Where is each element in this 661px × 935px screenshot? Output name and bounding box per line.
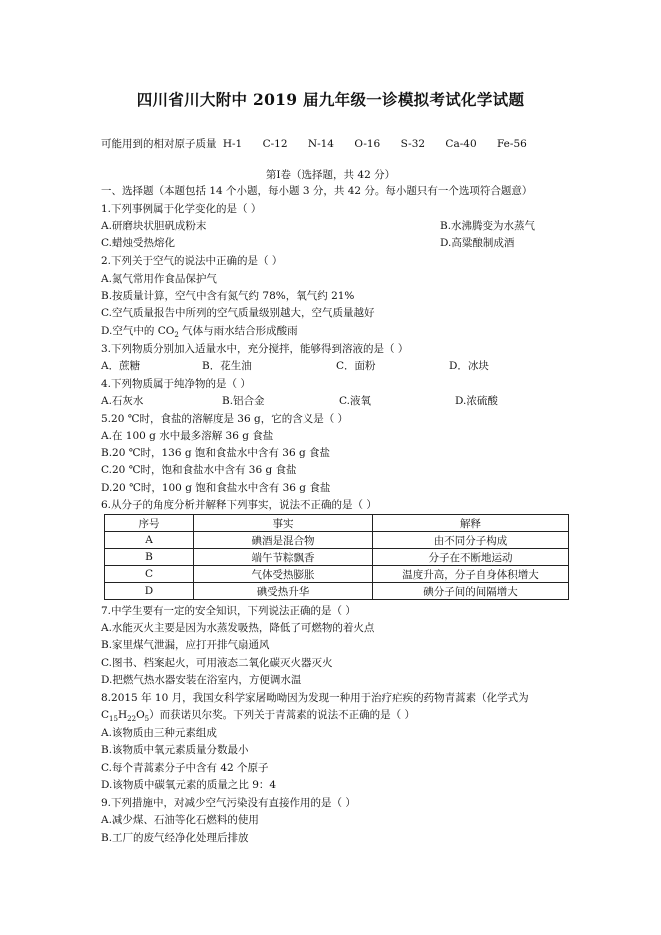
q2-option-d-post: 气体与雨水结合形成酸雨 xyxy=(178,325,298,337)
q3-stem: 3.下列物质分别加入适量水中，充分搅拌，能够得到溶液的是（ ） xyxy=(101,343,409,355)
formula-subscript: 15 xyxy=(109,715,118,724)
table-row xyxy=(105,532,569,549)
q2-option-d xyxy=(101,323,298,339)
q3-option-a: A．蔗糖 xyxy=(101,360,141,372)
q8-stem-line1: 8.2015 年 10 月，我国女科学家屠呦呦因为发现一种用于治疗疟疾的药物青蒿素（化学式为 xyxy=(101,692,529,704)
atomic-mass: H-1 xyxy=(222,138,243,150)
q5-option-b: B.20 ℃时，136 g 饱和食盐水中含有 36 g 食盐 xyxy=(101,447,331,459)
q2-option-a: A.氮气常用作食品保护气 xyxy=(101,273,217,285)
atomic-mass: Fe-56 xyxy=(496,138,527,150)
table-cell: 分子在不断地运动 xyxy=(373,549,569,566)
q7-stem: 7.中学生要有一定的安全知识，下列说法正确的是（ ） xyxy=(101,605,356,617)
table-header-row xyxy=(105,515,569,532)
q7-option-c: C.图书、档案起火，可用液态二氧化碳灭火器灭火 xyxy=(101,657,333,669)
q9-option-a: A.减少煤、石油等化石燃料的使用 xyxy=(101,814,259,826)
table-cell: A xyxy=(105,532,194,549)
table-row xyxy=(105,566,569,583)
atomic-mass: N-14 xyxy=(307,138,334,150)
q7-option-a: A.水能灭火主要是因为水蒸发吸热，降低了可燃物的着火点 xyxy=(101,622,375,634)
q2-option-d-pre: D.空气中的 CO xyxy=(101,325,175,337)
q8-option-b: B.该物质中氧元素质量分数最小 xyxy=(101,744,249,756)
table-header: 事实 xyxy=(194,515,373,532)
section-intro: 一、选择题（本题包括 14 个小题，每小题 3 分，共 42 分。每小题只有一个选项符合题意） xyxy=(101,185,533,197)
table-cell: 气体受热膨胀 xyxy=(194,566,373,583)
q1-options-row2 xyxy=(101,235,515,251)
table-cell: 由不同分子构成 xyxy=(373,532,569,549)
formula-element: O xyxy=(136,709,145,721)
table-cell: C xyxy=(105,566,194,583)
q1-option-b: B.水沸腾变为水蒸气 xyxy=(440,220,536,232)
q9-stem: 9.下列措施中，对减少空气污染没有直接作用的是（ ） xyxy=(101,797,356,809)
q8-option-d: D.该物质中碳氧元素的质量之比 9：4 xyxy=(101,779,277,791)
atomic-masses-label: 可能用到的相对原子质量 xyxy=(101,138,217,150)
page-title: 四川省川大附中 2019 届九年级一诊模拟考试化学试题 xyxy=(136,90,525,109)
q2-option-b: B.按质量计算，空气中含有氮气约 78%，氧气约 21% xyxy=(101,290,355,302)
atomic-mass: S-32 xyxy=(400,138,426,150)
q1-option-a: A.研磨块状胆矾成粉末 xyxy=(101,220,207,232)
q4-option-b: B.铝合金 xyxy=(222,395,265,407)
q6-stem: 6.从分子的角度分析并解释下列事实，说法不正确的是（ ） xyxy=(101,499,377,511)
q8-option-a: A.该物质由三种元素组成 xyxy=(101,727,217,739)
q1-stem: 1.下列事例属于化学变化的是（ ） xyxy=(101,203,262,215)
q9-option-b: B.工厂的废气经净化处理后排放 xyxy=(101,832,249,844)
table-cell: 碘受热升华 xyxy=(194,583,373,600)
table-cell: 碘酒是混合物 xyxy=(194,532,373,549)
q8-stem-rest: ）而获诺贝尔奖。下列关于青蒿素的说法不正确的是（ ） xyxy=(149,709,415,721)
q4-option-c: C.液氧 xyxy=(339,395,371,407)
q4-option-a: A.石灰水 xyxy=(101,395,144,407)
q6-table xyxy=(104,514,569,600)
q2-stem: 2.下列关于空气的说法中正确的是（ ） xyxy=(101,255,283,267)
q2-option-d-sub: 2 xyxy=(174,331,179,340)
atomic-mass: Ca-40 xyxy=(445,138,477,150)
q5-option-c: C.20 ℃时，饱和食盐水中含有 36 g 食盐 xyxy=(101,464,297,476)
q3-option-c: C．面粉 xyxy=(336,360,376,372)
q5-option-d: D.20 ℃时，100 g 饱和食盐水中含有 36 g 食盐 xyxy=(101,482,331,494)
q1-option-c: C.蜡烛受热熔化 xyxy=(101,237,175,249)
q7-option-d: D.把燃气热水器安装在浴室内，方便调水温 xyxy=(101,674,302,686)
q8-formula xyxy=(101,709,150,724)
table-cell: 碘分子间的间隔增大 xyxy=(373,583,569,600)
table-row xyxy=(105,549,569,566)
atomic-masses xyxy=(101,136,544,151)
q4-stem: 4.下列物质属于纯净物的是（ ） xyxy=(101,378,251,390)
table-cell: D xyxy=(105,583,194,600)
table-header: 序号 xyxy=(105,515,194,532)
table-cell: B xyxy=(105,549,194,566)
q1-options-row1 xyxy=(101,218,536,234)
atomic-mass: C-12 xyxy=(262,138,288,150)
q1-option-d: D.高粱酿制成酒 xyxy=(440,237,515,249)
atomic-mass: O-16 xyxy=(354,138,381,150)
q4-option-d: D.浓硫酸 xyxy=(455,395,498,407)
q5-stem: 5.20 ℃时，食盐的溶解度是 36 g，它的含义是（ ） xyxy=(101,413,349,425)
q3-option-b: B．花生油 xyxy=(202,360,252,372)
table-row xyxy=(105,583,569,600)
table-cell: 端午节粽飘香 xyxy=(194,549,373,566)
q3-option-d: D．冰块 xyxy=(449,360,489,372)
formula-element: H xyxy=(117,709,128,721)
q5-option-a: A.在 100 g 水中最多溶解 36 g 食盐 xyxy=(101,430,274,442)
part-heading: 第Ⅰ卷（选择题，共 42 分） xyxy=(265,169,396,181)
q8-stem-line2 xyxy=(101,707,415,723)
table-cell: 温度升高，分子自身体积增大 xyxy=(373,566,569,583)
formula-element: C xyxy=(101,709,110,721)
q2-option-c: C.空气质量报告中所列的空气质量级别越大，空气质量越好 xyxy=(101,307,375,319)
table-header: 解释 xyxy=(373,515,569,532)
formula-subscript: 5 xyxy=(144,715,150,724)
formula-subscript: 22 xyxy=(127,715,137,724)
q8-option-c: C.每个青蒿素分子中含有 42 个原子 xyxy=(101,762,269,774)
q7-option-b: B.家里煤气泄漏，应打开排气扇通风 xyxy=(101,639,270,651)
